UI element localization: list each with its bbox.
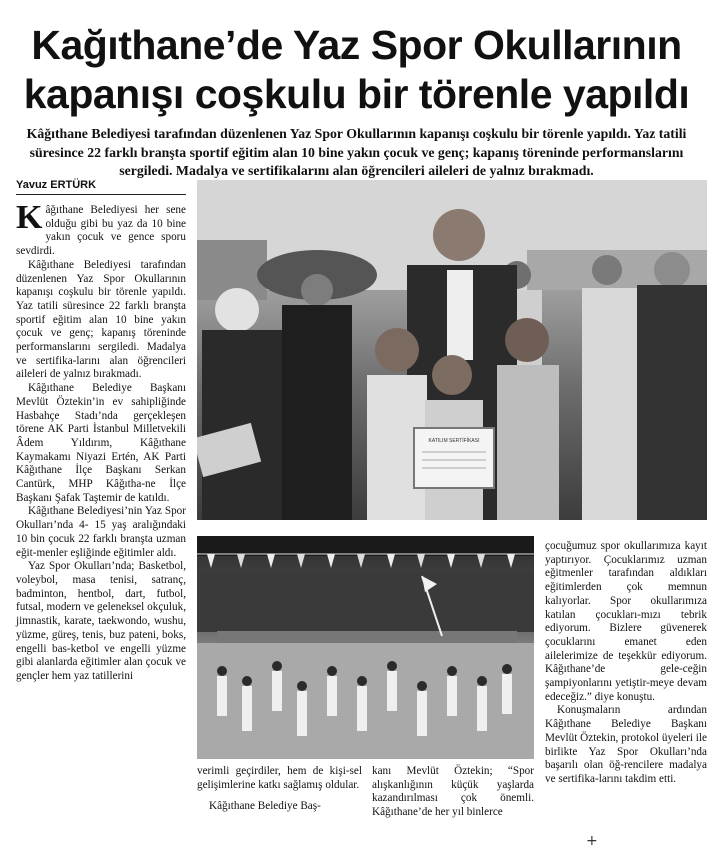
- paragraph: çocuğumuz spor okullarımıza kayıt yaptırıyor. Çocuklarımız uzman eğitmenler tarafından aldıkları eğitimlerden çok memnun kalıyorlar. Spor okullarımıza katılan çocukları-mızı tebrik ediyorum. Bizlere güvenerek çocuklarını emanet eden ailelerimize de teşekkür ediyorum. Kâğıthane’de gele-ceğin şampiyonlarını yetiştir-meye devam edeceğiz.” diye konuştu.: [545, 540, 707, 703]
- text-column-4: [545, 540, 707, 787]
- performance-photo-drawing: [197, 536, 534, 759]
- text-column-2: [197, 765, 362, 814]
- paragraph: Yaz Spor Okulları’nda; Basketbol, voleybol, masa tenisi, satranç, badminton, hentbol, dart, futbol, futsal, modern ve geleneksel okçuluk, jimnastik, karate, taekwondo, wushu, yüzme, güreş, tenis, buz pateni, boks, engelli bas-ketbol ve engelli yüzme gibi alanlarda eğitimler alan çocuk ve gençler hem yaz tatillerini: [16, 560, 186, 682]
- paragraph: Kâğıthane Belediye Başkanı Mevlüt Öztekin’in ev sahipliğinde Hasbahçe Stadı’nda gerçekleşen törene AK Parti İstanbul Milletvekili Âdem Yıldırım, Kâğıthane Kaymakamı Niyazi Ertén, AK Parti Kâğıthane İlçe Başkanı Serkan Cantürk, MHP Kâğıtha-ne İlçe Başkanı Şafak Taştemir de katıldı.: [16, 382, 186, 504]
- paragraph: Kâğıthane Belediye Baş-: [209, 800, 321, 813]
- performance-photo: [197, 536, 534, 759]
- paragraph: Kâğıthane Belediyesi tarafından düzenlenen Yaz Spor Okullarının kapanışı coşkulu bir törenle yapıldı. Yaz tatili süresince 22 farklı branşta sportif eğitim alan 10 bine yakın çocuk ve genç; kapanış töreninde performanslarını sergiledi. Madalya ve sertifika-larını alan öğrencileri aileleri de yalnız bırakmadı.: [16, 258, 186, 381]
- paragraph: kanı Mevlüt Öztekin; “Spor alışkanlığının küçük yaşlarda kazandırılması çok önemli. Kâğıthane’de her yıl binlerce: [372, 765, 534, 819]
- paragraph: âğıthane Belediyesi her sene olduğu gibi bu yaz da 10 bine yakın çocuk ve gence sporu sevdirdi.: [16, 204, 186, 258]
- article-summary: Kâğıthane Belediyesi tarafından düzenlenen Yaz Spor Okullarının kapanışı coşkulu bir törenle yapıldı. Yaz tatili süresince 22 farklı branşta sportif eğitim alan 10 bine yakın çocuk ve genç; kapanış töreninde performanslarını sergiledi. Madalya ve sertifikalarını alan öğrencileri aileleri de yalnız bırakmadı.: [26, 126, 687, 178]
- headline-line-2: kapanışı coşkulu bir törenle yapıldı: [23, 71, 690, 117]
- ceremony-photo-drawing: [197, 180, 707, 520]
- headline-line-1: Kağıthane’de Yaz Spor Okullarının: [31, 22, 682, 68]
- certificate-title: KATILIM SERTİFİKASI: [428, 438, 480, 444]
- text-column-1: [16, 199, 186, 684]
- text-column-3: [372, 765, 534, 820]
- paragraph: Kâğıthane Belediyesi’nin Yaz Spor Okulları’nda 4- 15 yaş aralığındaki 10 bin çocuk 22 farklı branşta uzman eğit-menler eşliğinde eğitimler aldı.: [16, 505, 186, 559]
- ceremony-photo: [197, 180, 707, 520]
- plus-icon: +: [586, 833, 598, 849]
- paragraph: verimli geçirdiler, hem de kişi-sel gelişimlerine katkı sağlamış oldular.: [197, 765, 362, 791]
- drop-cap: K: [16, 199, 43, 236]
- byline: Yavuz ERTÜRK: [16, 178, 186, 195]
- paragraph: Konuşmaların ardından Kâğıthane Belediye Başkanı Mevlüt Öztekin, protokol üyeleri ile birlikte Yaz Spor Okulları’nda başarılı olan öğ-rencilere madalya ve sertifika-larını takdim etti.: [545, 704, 707, 785]
